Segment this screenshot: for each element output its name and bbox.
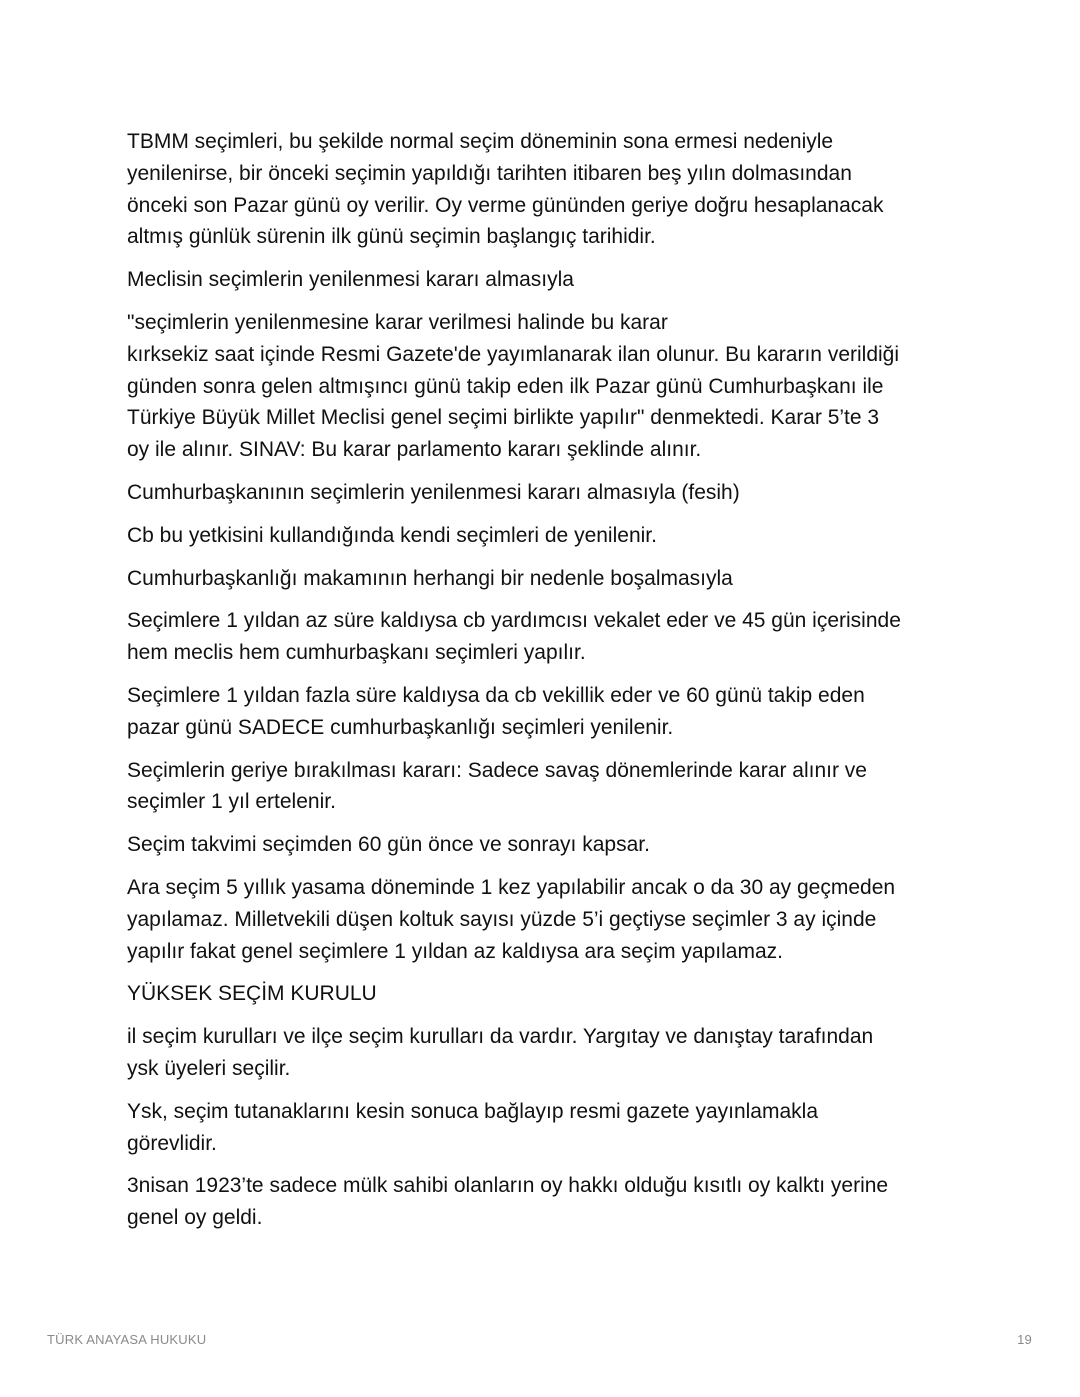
text-line: yenilenirse, bir önceki seçimin yapıldığı tarihten itibaren beş yılın dolmasından (127, 161, 852, 185)
paragraph (127, 477, 957, 509)
text-line: günden sonra gelen altmışıncı günü takip eden ilk Pazar günü Cumhurbaşkanı ile (127, 374, 884, 398)
paragraph (127, 978, 957, 1010)
text-line: 3nisan 1923’te sadece mülk sahibi olanların oy hakkı olduğu kısıtlı oy kalktı yerine (127, 1174, 889, 1198)
paragraph (127, 307, 957, 466)
paragraph (127, 1170, 957, 1234)
text-line: Cb bu yetkisini kullandığında kendi seçimleri de yenilenir. (127, 523, 657, 547)
text-line: Ara seçim 5 yıllık yasama döneminde 1 kez yapılabilir ancak o da 30 ay geçmeden (127, 875, 896, 899)
text-line: Seçimlere 1 yıldan az süre kaldıysa cb yardımcısı vekalet eder ve 45 gün içerisinde (127, 609, 901, 633)
text-line: il seçim kurulları ve ilçe seçim kurulları da vardır. Yargıtay ve danıştay tarafından (127, 1025, 874, 1049)
paragraph (127, 126, 957, 253)
text-line: Ysk, seçim tutanaklarını kesin sonuca bağlayıp resmi gazete yayınlamakla (127, 1099, 819, 1123)
text-line: Meclisin seçimlerin yenilenmesi kararı almasıyla (127, 268, 574, 292)
page-number: 19 (1017, 1332, 1032, 1347)
paragraph (127, 264, 957, 296)
text-line: kırksekiz saat içinde Resmi Gazete'de yayımlanarak ilan olunur. Bu kararın verildiği (127, 342, 900, 366)
text-line: Seçimlerin geriye bırakılması kararı: Sadece savaş dönemlerinde karar alınır ve (127, 758, 867, 782)
paragraph (127, 563, 957, 595)
text-line: önceki son Pazar günü oy verilir. Oy verme gününden geriye doğru hesaplanacak (127, 193, 884, 217)
paragraph (127, 520, 957, 552)
paragraph (127, 829, 957, 861)
document-body (127, 126, 957, 1245)
text-line: görevlidir. (127, 1131, 217, 1155)
text-line: ysk üyeleri seçilir. (127, 1056, 291, 1080)
text-line: yapılır fakat genel seçimlere 1 yıldan az kaldıysa ara seçim yapılamaz. (127, 939, 783, 963)
text-line: hem meclis hem cumhurbaşkanı seçimleri yapılır. (127, 641, 586, 665)
text-line: pazar günü SADECE cumhurbaşkanlığı seçimleri yenilenir. (127, 715, 674, 739)
text-line: genel oy geldi. (127, 1206, 263, 1230)
paragraph (127, 1096, 957, 1160)
text-line: "seçimlerin yenilenmesine karar verilmesi halinde bu karar (127, 310, 668, 334)
text-line: Seçimlere 1 yıldan fazla süre kaldıysa da cb vekillik eder ve 60 günü takip eden (127, 683, 865, 707)
paragraph (127, 755, 957, 819)
text-line: seçimler 1 yıl ertelenir. (127, 790, 336, 814)
text-line: Seçim takvimi seçimden 60 gün önce ve sonrayı kapsar. (127, 833, 650, 857)
text-line: YÜKSEK SEÇİM KURULU (127, 982, 377, 1006)
text-line: oy ile alınır. SINAV: Bu karar parlamento kararı şeklinde alınır. (127, 438, 702, 462)
paragraph (127, 605, 957, 669)
footer-title: TÜRK ANAYASA HUKUKU (47, 1332, 207, 1347)
paragraph (127, 1021, 957, 1085)
text-line: yapılamaz. Milletvekili düşen koltuk sayısı yüzde 5’i geçtiyse seçimler 3 ay içinde (127, 907, 877, 931)
text-line: Cumhurbaşkanının seçimlerin yenilenmesi kararı almasıyla (fesih) (127, 480, 740, 504)
text-line: Cumhurbaşkanlığı makamının herhangi bir nedenle boşalmasıyla (127, 566, 733, 590)
text-line: TBMM seçimleri, bu şekilde normal seçim döneminin sona ermesi nedeniyle (127, 130, 834, 153)
text-line: Türkiye Büyük Millet Meclisi genel seçimi birlikte yapılır" denmektedi. Karar 5’te 3 (127, 406, 880, 430)
paragraph (127, 872, 957, 967)
text-line: altmış günlük sürenin ilk günü seçimin başlangıç tarihidir. (127, 225, 656, 249)
paragraph (127, 680, 957, 744)
